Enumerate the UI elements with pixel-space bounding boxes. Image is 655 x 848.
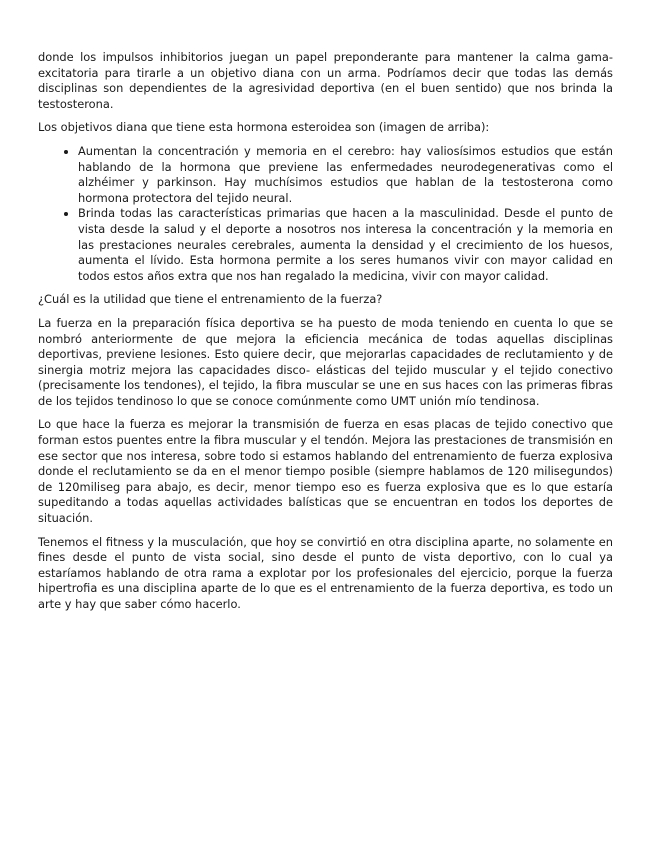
list-item: • Brinda todas las características primarias que hacen a la masculinidad. Desde el punto de vista desde la salud y el deporte a nosotros nos interesa la concentración y la memoria en las prestaciones neurales cerebrales, aumenta la densidad y el crecimiento de los huesos, aumenta el lívido. Esta hormona permite a los seres humanos vivir con mayor calidad en todos estos años extra que nos han regalado la medicina, vivir con mayor calidad. [78,206,613,284]
paragraph-fitness: Tenemos el fitness y la musculación, que hoy se convirtió en otra disciplina aparte, no solamente en fines desde el punto de vista social, sino desde el punto de vista deportivo, con lo cual ya estaríamos hablando de otra rama a explotar por los profesionales del ejercicio, porque la fuerza hipertrofia es una disciplina aparte de lo que es el entrenamiento de la fuerza deportiva, es todo un arte y hay que saber cómo hacerlo. [38,534,613,611]
paragraph-inhibitory-impulses: donde los impulsos inhibitorios juegan un papel preponderante para mantener la calma gama-excitatoria para tirarle a un objetivo diana con un arma. Podríamos decir que todas las demás disciplinas son dependientes de la agresividad deportiva (en el buen sentido) que nos brinda la testosterona. [38,50,613,111]
question-heading: ¿Cuál es la utilidad que tiene el entrenamiento de la fuerza? [38,292,383,307]
bullet-list [38,144,613,284]
list-item: • Aumentan la concentración y memoria en el cerebro: hay valiosísimos estudios que están hablando de la hormona que previene las enfermedades neurodegenerativas como el alzhéimer y parkinson. Hay muchísimos estudios que hablan de la testosterona como hormona protectora del tejido neural. [78,144,613,206]
paragraph-strength-training: La fuerza en la preparación física deportiva se ha puesto de moda teniendo en cuenta lo que se nombró anteriormente de que mejora la eficiencia mecánica de todas aquellas disciplinas deportivas, previene lesiones. Esto quiere decir, que mejorarlas capacidades de reclutamiento y de sinergia motriz mejora las capacidades disco- elásticas del tejido muscular y el tejido conectivo (precisamente los tendones), el tejido, la fibra muscular se une en sus haces con las primeras fibras de los tejidos tendinoso lo que se conoce comúnmente como UMT unión mío tendinosa. [38,315,613,408]
document-page [38,50,613,621]
paragraph-target-objectives: Los objetivos diana que tiene esta hormona esteroidea son (imagen de arriba): [38,120,490,135]
paragraph-force-transmission: Lo que hace la fuerza es mejorar la transmisión de fuerza en esas placas de tejido conectivo que forman estos puentes entre la fibra muscular y el tendón. Mejora las prestaciones de transmisión en ese sector que nos interesa, sobre todo si estamos hablando del entrenamiento de fuerza explosiva donde el reclutamiento se da en el menor tiempo posible (siempre hablamos de 120 milisegundos) de 120miliseg para abajo, es decir, menor tiempo eso es fuerza explosiva que es lo que estaría supeditando a todas aquellas actividades balísticas que se encuentran en todos los deportes de situación. [38,417,613,526]
